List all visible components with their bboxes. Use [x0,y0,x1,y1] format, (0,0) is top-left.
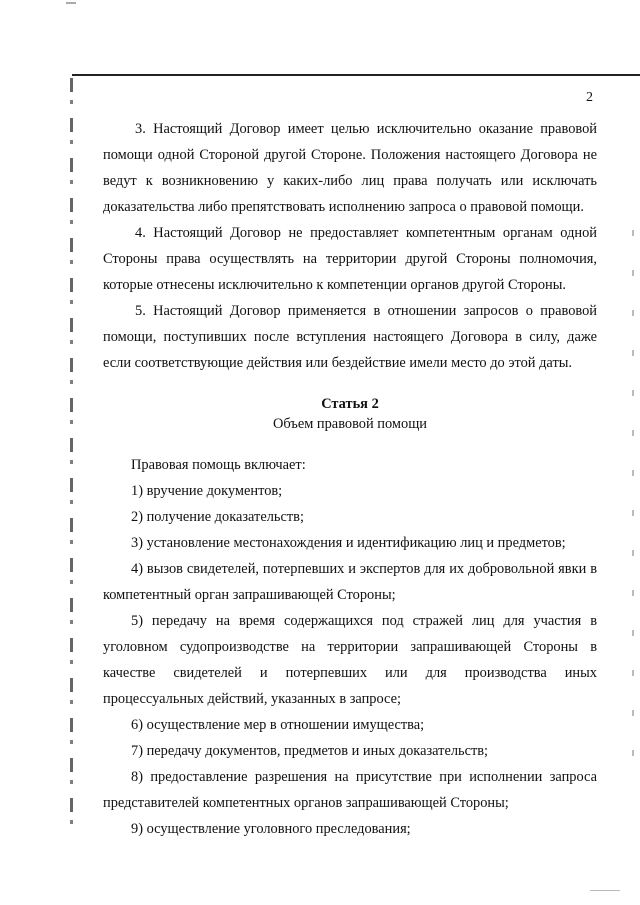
list-item: 7) передачу документов, предметов и иных доказательств; [131,743,489,759]
paragraph-4: 4. Настоящий Договор не предоставляет компетентным органам одной Стороны права осуществлять на территории другой Стороны полномочия, которые отнесены исключительно к компетенции органов другой Стороны. [103,225,597,293]
article-subtitle: Объем правовой помощи [273,416,427,432]
list-item: 2) получение доказательств; [131,509,304,525]
list-item: 4) вызов свидетелей, потерпевших и экспертов для их добровольной явки в компетентный орган запрашивающей Стороны; [103,561,597,603]
list-item: 3) установление местонахождения и идентификацию лиц и предметов; [131,535,566,551]
page-top-border [72,74,640,76]
assistance-list [103,452,597,842]
list-item: 9) осуществление уголовного преследования; [131,821,411,837]
list-item: 6) осуществление мер в отношении имущества; [131,717,425,733]
list-item: 5) передачу на время содержащихся под стражей лиц для участия в уголовном судопроизводстве на территории запрашивающей Стороны в качестве свидетелей и потерпевших или для производства иных процессуальных действий, указанных в запросе; [103,613,597,707]
document-body-top [103,116,597,376]
scan-artifact [590,890,620,891]
left-margin-line [70,78,73,838]
article-title: Статья 2 [321,396,379,412]
page-number: 2 [586,90,593,105]
list-intro: Правовая помощь включает: [131,457,306,473]
list-item: 8) предоставление разрешения на присутствие при исполнении запроса представителей компетентных органов запрашивающей Стороны; [103,769,597,811]
paragraph-3: 3. Настоящий Договор имеет целью исключительно оказание правовой помощи одной Стороной другой Стороне. Положения настоящего Договора не ведут к возникновению у каких-либо лиц права получать или исключать доказательства либо препятствовать исполнению запроса о правовой помощи. [103,121,597,215]
right-margin-marks [632,230,634,790]
list-item: 1) вручение документов; [131,483,283,499]
article-heading [103,394,597,434]
scan-artifact [66,2,76,4]
paragraph-5: 5. Настоящий Договор применяется в отношении запросов о правовой помощи, поступивших после вступления настоящего Договора в силу, даже если соответствующие действия или бездействие имели место до этой даты. [103,303,597,371]
